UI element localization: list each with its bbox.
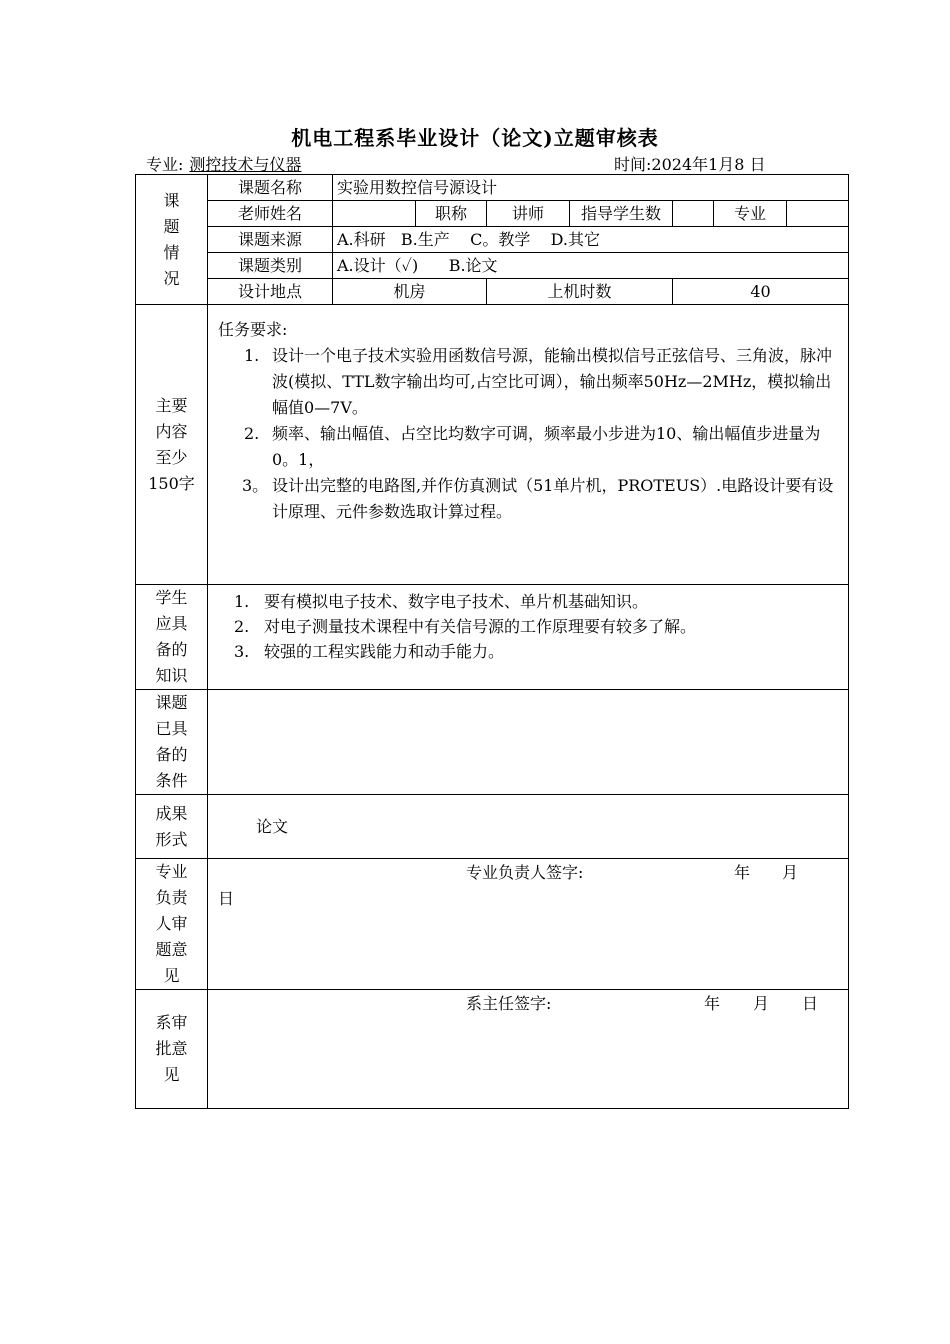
topic-source-label: 课题来源 bbox=[208, 227, 333, 253]
design-place-value: 机房 bbox=[333, 279, 487, 305]
conditions-content bbox=[208, 690, 849, 795]
task-intro: 任务要求: bbox=[218, 320, 288, 339]
knowledge-item: 2. 对电子测量技术课程中有关信号源的工作原理要有较多了解。 bbox=[234, 617, 697, 636]
topic-source-value: A.科研 B.生产 C。教学 D.其它 bbox=[333, 227, 849, 253]
teacher-name-label: 老师姓名 bbox=[208, 201, 333, 227]
topic-section-label: 课 题 情 况 bbox=[136, 175, 208, 305]
task-item: 1. 设计一个电子技术实验用函数信号源，能输出模拟信号正弦信号、三角波，脉冲波(模拟、TTL数字输出均可,占空比可调），输出频率50Hz—2MHz，模拟输出幅值0—7V。 bbox=[244, 346, 833, 417]
form-title: 机电工程系毕业设计（论文)立题审核表 bbox=[291, 126, 659, 150]
result-form-value: 论文 bbox=[208, 795, 849, 859]
machine-hours-label: 上机时数 bbox=[487, 279, 673, 305]
task-item: 2. 频率、输出幅值、占空比均数字可调，频率最小步进为10、输出幅值步进量为0。1， bbox=[244, 424, 821, 469]
dept-review-content bbox=[208, 990, 849, 1109]
topic-category-label: 课题类别 bbox=[208, 253, 333, 279]
main-content bbox=[208, 305, 849, 585]
dept-sign-month: 月 bbox=[753, 994, 770, 1013]
conditions-label: 课题 已具 备的 条件 bbox=[136, 690, 208, 795]
date-value: 2024年1月8 日 bbox=[651, 155, 766, 174]
topic-name-value: 实验用数控信号源设计 bbox=[333, 175, 849, 201]
major-field bbox=[146, 152, 309, 175]
teacher-name-value bbox=[333, 201, 416, 227]
dept-sign-day: 日 bbox=[802, 994, 819, 1013]
date-field bbox=[614, 152, 766, 175]
task-item: 3。 设计出完整的电路图,并作仿真测试（51单片机，PROTEUS）.电路设计要有设计原理、元件参数选取计算过程。 bbox=[242, 476, 834, 521]
student-count-value bbox=[673, 201, 714, 227]
major-sign-label: 专业负责人签字: bbox=[466, 863, 584, 882]
dept-sign-label: 系主任签字: bbox=[466, 994, 552, 1013]
topic-name-label: 课题名称 bbox=[208, 175, 333, 201]
major-value: 测控技术与仪器 bbox=[189, 155, 302, 174]
knowledge-label: 学生 应具 备的 知识 bbox=[136, 585, 208, 690]
knowledge-item: 3. 较强的工程实践能力和动手能力。 bbox=[234, 642, 505, 661]
review-form-table bbox=[135, 174, 849, 1109]
knowledge-item: 1. 要有模拟电子技术、数字电子技术、单片机基础知识。 bbox=[234, 592, 649, 611]
knowledge-content bbox=[208, 585, 849, 690]
topic-major-label: 专业 bbox=[714, 201, 787, 227]
dept-sign-year: 年 bbox=[704, 994, 721, 1013]
teacher-title-value: 讲师 bbox=[487, 201, 570, 227]
dept-review-label: 系审 批意 见 bbox=[136, 990, 208, 1109]
major-label: 专业: bbox=[146, 155, 184, 174]
major-sign-year: 年 bbox=[734, 863, 751, 882]
major-review-label: 专业 负责 人审 题意 见 bbox=[136, 859, 208, 990]
main-content-label: 主要 内容 至少 150字 bbox=[136, 305, 208, 585]
major-sign-month: 月 bbox=[782, 863, 799, 882]
date-label: 时间: bbox=[614, 155, 652, 174]
design-place-label: 设计地点 bbox=[208, 279, 333, 305]
major-sign-day: 日 bbox=[218, 889, 235, 908]
topic-major-value bbox=[787, 201, 849, 227]
result-form-label: 成果 形式 bbox=[136, 795, 208, 859]
major-review-content bbox=[208, 859, 849, 990]
machine-hours-value: 40 bbox=[673, 279, 849, 305]
student-count-label: 指导学生数 bbox=[570, 201, 673, 227]
topic-category-value: A.设计（✓) B.论文 bbox=[333, 253, 849, 279]
teacher-title-label: 职称 bbox=[416, 201, 487, 227]
